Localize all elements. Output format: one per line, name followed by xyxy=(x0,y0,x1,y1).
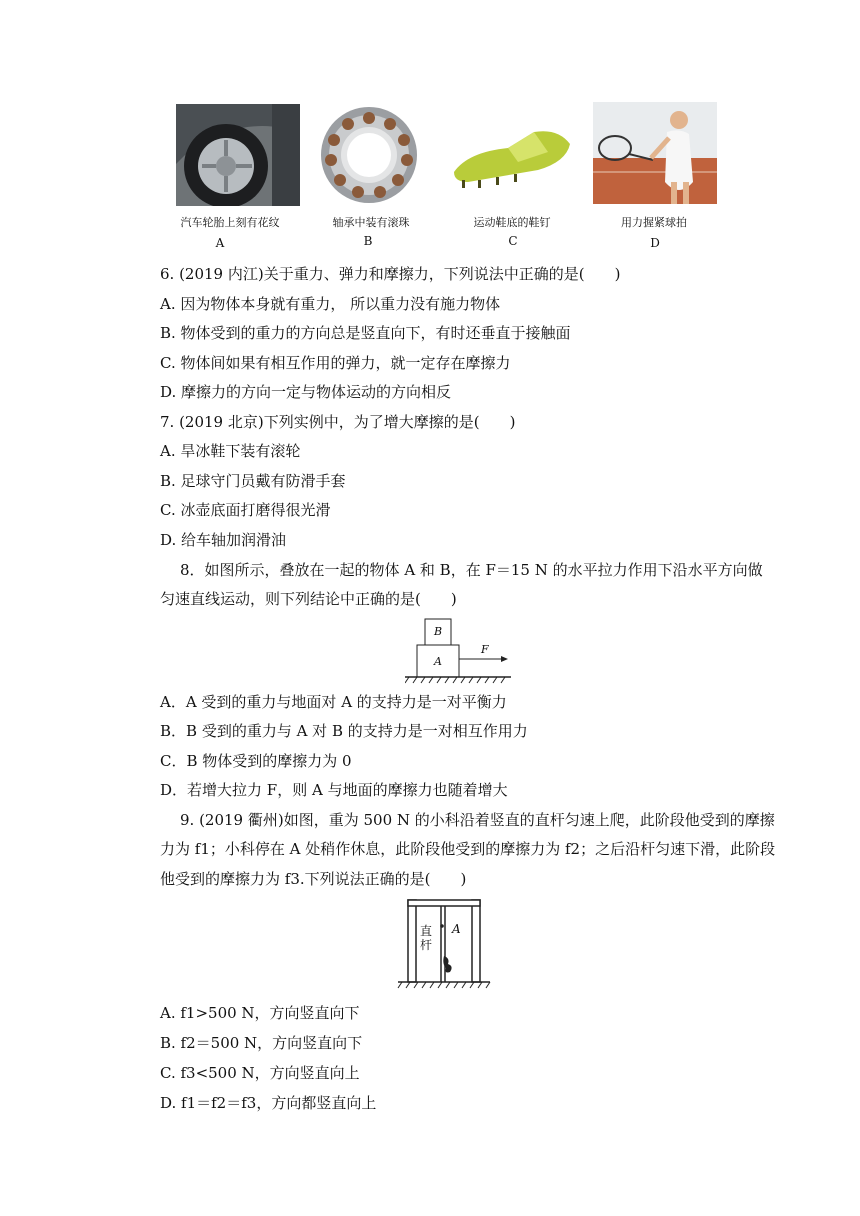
answer-option: C. 物体间如果有相互作用的弹力，就一定存在摩擦力 xyxy=(160,354,511,372)
image-letter: B xyxy=(363,234,373,248)
answer-option: C. f3<500 N，方向竖直向上 xyxy=(160,1064,360,1082)
answer-option: B. 物体受到的重力的方向总是竖直向下，有时还垂直于接触面 xyxy=(160,324,571,342)
answer-option: A. f1>500 N，方向竖直向下 xyxy=(160,1004,360,1022)
block-b-label: B xyxy=(434,625,443,638)
image-caption: 汽车轮胎上刻有花纹 xyxy=(180,216,280,229)
answer-option: D. f1＝f2＝f3，方向都竖直向上 xyxy=(160,1094,377,1112)
answer-option: B. f2＝500 N，方向竖直向下 xyxy=(160,1034,363,1052)
pole-diagram xyxy=(396,896,492,992)
image-caption: 轴承中装有滚珠 xyxy=(332,216,410,229)
image-letter: A xyxy=(215,236,225,250)
car-tire-photo xyxy=(176,104,300,206)
block-a-label: A xyxy=(434,655,442,668)
image-letter: C xyxy=(508,234,518,248)
image-caption: 运动鞋底的鞋钉 xyxy=(473,216,551,229)
ball-bearing-photo xyxy=(310,102,428,208)
answer-option: D. 给车轴加润滑油 xyxy=(160,531,287,549)
spike-shoe-photo xyxy=(448,122,576,194)
image-caption: 用力握紧球拍 xyxy=(621,216,687,229)
pole-label: 直杆 xyxy=(420,924,433,952)
answer-option: A. 因为物体本身就有重力， 所以重力没有施力物体 xyxy=(160,295,501,313)
answer-option: C．B 物体受到的摩擦力为 0 xyxy=(160,752,352,770)
question-stem: 7. (2019 北京)下列实例中，为了增大摩擦的是( ) xyxy=(160,413,516,431)
question-stem: 他受到的摩擦力为 f3.下列说法正确的是( ) xyxy=(160,870,467,888)
question-stem: 6. (2019 内江)关于重力、弹力和摩擦力，下列说法中正确的是( ) xyxy=(160,265,621,283)
answer-option: D. 摩擦力的方向一定与物体运动的方向相反 xyxy=(160,383,452,401)
tennis-player-photo xyxy=(593,102,717,204)
answer-option: D．若增大拉力 F，则 A 与地面的摩擦力也随着增大 xyxy=(160,781,508,799)
block-diagram xyxy=(405,617,515,687)
answer-option: C. 冰壶底面打磨得很光滑 xyxy=(160,501,331,519)
point-a-label: A xyxy=(452,922,461,936)
force-label: F xyxy=(481,643,489,656)
question-stem: 8．如图所示，叠放在一起的物体 A 和 B，在 F＝15 N 的水平拉力作用下沿水平方向做 xyxy=(180,561,763,579)
question-stem: 匀速直线运动，则下列结论中正确的是( ) xyxy=(160,590,457,608)
question-stem: 力为 f1；小科停在 A 处稍作休息，此阶段他受到的摩擦力为 f2；之后沿杆匀速下滑，此阶段 xyxy=(160,840,776,858)
question-stem: 9. (2019 衢州)如图，重为 500 N 的小科沿着竖直的直杆匀速上爬，此阶段他受到的摩擦 xyxy=(180,811,775,829)
answer-option: A．A 受到的重力与地面对 A 的支持力是一对平衡力 xyxy=(160,693,507,711)
answer-option: B. 足球守门员戴有防滑手套 xyxy=(160,472,346,490)
answer-option: B．B 受到的重力与 A 对 B 的支持力是一对相互作用力 xyxy=(160,722,528,740)
answer-option: A. 旱冰鞋下装有滚轮 xyxy=(160,442,301,460)
image-letter: D xyxy=(650,236,660,250)
